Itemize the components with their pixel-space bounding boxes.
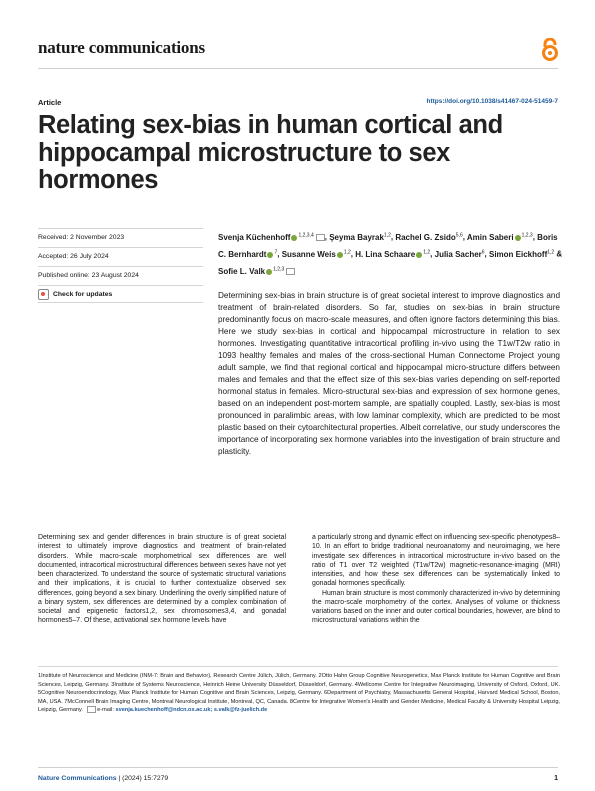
check-updates-icon [38, 289, 49, 300]
orcid-icon[interactable] [291, 235, 297, 241]
orcid-icon[interactable] [337, 252, 343, 258]
footer-divider [38, 767, 558, 768]
journal-name: nature communications [38, 38, 205, 57]
author[interactable]: Julia Sacher$^6$ [434, 249, 485, 259]
article-title: Relating sex-bias in human cortical and hippocampal microstructure to sex hormones [38, 111, 503, 194]
orcid-icon[interactable] [416, 252, 422, 258]
author[interactable]: Sofie L. Valk $^{1,2,3}$ [218, 267, 295, 276]
body-paragraph: Human brain structure is most commonly characterized in-vivo by determining the macro-scale morphometry of the cortex. Analyses of volume or thickness variations based on the inner and outer cortical boundaries, however, are blind to microstructural variations within the [312, 589, 560, 625]
author[interactable]: Simon Eickhoff$^{1,2}$ [489, 249, 555, 259]
body-column-right [312, 533, 560, 626]
author[interactable]: Amin Saberi $^{1,2,3}$ [466, 232, 533, 242]
body-paragraph: Determining sex and gender differences in brain structure is of great societal interest to ultimately improve diagnostics and treatment of brain-related disorders. While macro-scale morphometrical sex differences are well documented, intracortical microstructural differences between sexes have not yet been characterized. To understand the source of systematic structural variations and their implications, it is crucial to further contextualize observed sex differences, going beyond a sex binary. Underlining the overly simplified nature of a binary system, sex differences are determined by a complex combination of societal and epigenetic factors1,2, sex chromosomes3,4, and gonadal hormones5–7. Of these, activational sex hormone levels have [38, 534, 286, 625]
header-divider [38, 68, 558, 69]
author[interactable]: Rachel G. Zsido$^{5,6}$ [395, 232, 463, 242]
doi-link[interactable]: https://doi.org/10.1038/s41467-024-51459-7 [426, 98, 558, 105]
footer-journal-name: Nature Communications [38, 775, 117, 782]
affiliations-text: 1Institute of Neuroscience and Medicine (INM-7: Brain and Behavior), Research Centre Jülich, Jülich, Germany. 2Otto Hahn Group Cognitive Neurogenetics, Max Planck Institute for Human Cognitive and Brain Sciences, Leipzig, Germany. 3Institute of Systems Neuroscience, Heinrich Heine University Düsseldorf, Düsseldorf, Germany. 4Wellcome Centre for Integrative Neuroimaging, University of Oxford, Oxford, UK. 5Cognitive Neuroendocrinology, Max Planck Institute for Human Cognitive and Brain Sciences, Leipzig, Germany. 6Department of Psychiatry, Massachusetts General Hospital, Harvard Medical School, Boston, MA, USA. 7McConnell Brain Imaging Centre, Montreal Neurological Institute, Montreal, QC, Canada. 8Centre for Integrative Women's Health and Gender Medicine, Medical Faculty & University Hospital Leipzig, Leipzig, Germany. [38, 673, 560, 714]
affiliations [38, 672, 560, 715]
dates-block [38, 228, 203, 303]
author[interactable]: Susanne Weis $^{1,2}$ [281, 249, 351, 259]
mail-icon[interactable] [316, 234, 325, 241]
abstract: Determining sex-bias in brain structure is of great societal interest to improve diagnostics and treatment of brain-related disorders. So far, studies on sex-bias in brain structure predominantly focus on macro-scale measures, and often ignore factors determining this bias. Here we study sex-bias in cortical and hippocampal microstructure in relation to sex hormones. Investigating quantitative intracortical profiling in-vivo using the T1w/T2w ratio in 1093 healthy females and males of the cross-sectional Human Connectome Project young adult sample, we find that regional cortical and hippocampal micro-structure differs between males and females and that the effect size of this sex-bias varies depending on self-reported hormonal status in females. Micro-structural sex-bias and expression of sex hormone genes, based on an independent post-mortem sample, are spatially coupled. Lastly, sex-bias is most pronounced in paralimbic areas, with low laminar complexity, which are predicted to be most plastic based on their cytoarchitectural properties. Albeit correlative, our study underscores the importance of incorporating sex hormone variables into the investigation of brain structure and plasticity. [218, 291, 560, 456]
author[interactable]: Şeyma Bayrak$^{1,2}$ [329, 232, 391, 242]
orcid-icon[interactable] [267, 252, 273, 258]
footer-volume: | (2024) 15:7279 [118, 775, 169, 782]
orcid-icon[interactable] [266, 269, 272, 275]
mail-icon[interactable] [286, 268, 295, 275]
affiliations-divider [38, 666, 558, 667]
email-label: e-mail: [97, 707, 114, 714]
received-date: Received: 2 November 2023 [38, 228, 203, 247]
check-updates-button[interactable] [38, 285, 203, 303]
footer-citation [38, 775, 168, 782]
author[interactable]: Boris C. Bernhardt $^7$ [218, 232, 558, 259]
body-column-left [38, 533, 286, 626]
author[interactable]: H. Lina Schaare $^{1,2}$ [355, 249, 431, 259]
check-updates-label: Check for updates [53, 290, 113, 298]
mail-icon [87, 706, 96, 713]
author-list: Svenja Küchenhoff $^{1,2,3,4}$ , Şeyma Bayrak$^{1,2}$, Rachel G. Zsido$^{5,6}$, Amin Saberi $^{1,2,3}$, Boris C. Bernhardt $^7$, Susanne Weis $^{1,2}$, H. Lina Schaare $^{1,2}$, Julia Sacher$^6$, Simon Eickhoff$^{1,2}$ & Sofie L. Valk $^{1,2,3}$ [218, 232, 563, 276]
orcid-icon[interactable] [515, 235, 521, 241]
email-links[interactable]: svenja.kuechenhoff@ndcn.ox.ac.uk; s.valk@fz-juelich.de [115, 707, 268, 714]
article-type-label: Article [38, 98, 62, 107]
body-paragraph: a particularly strong and dynamic effect on influencing sex-specific phenotypes8–10. In an effort to bridge traditional neuroanatomy and neuroimaging, we here investigate sex differences in intracortical microstructure in-vivo based on the ratio of T1 over T2 weighted (T1w/T2w) magnetic-resonance-imaging (MRI) intensities, and how these sex differences can be systematically linked to gonadal hormones specifically. [312, 534, 560, 588]
published-date: Published online: 23 August 2024 [38, 266, 203, 285]
accepted-date: Accepted: 26 July 2024 [38, 247, 203, 266]
author[interactable]: Svenja Küchenhoff $^{1,2,3,4}$ [218, 233, 325, 242]
open-access-icon [541, 38, 559, 62]
page-number: 1 [554, 775, 558, 782]
